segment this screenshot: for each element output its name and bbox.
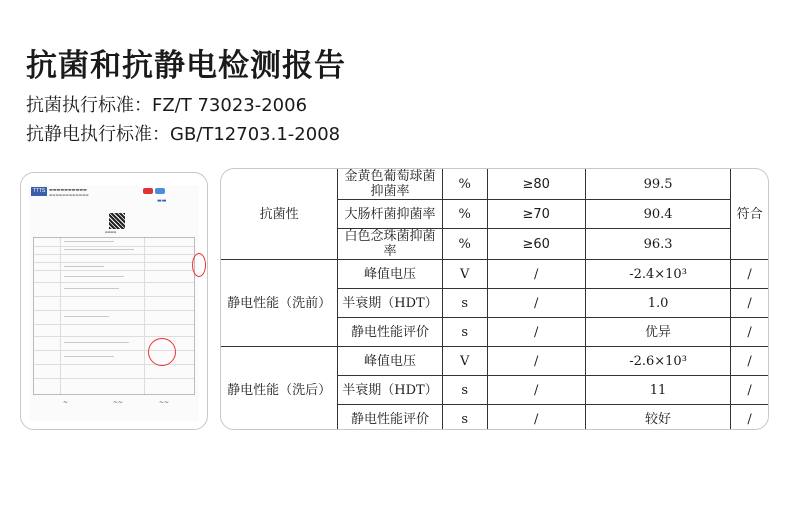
- signature-mark: ~~: [113, 399, 124, 406]
- signature-mark: ~~: [159, 399, 170, 406]
- category-cell: 静电性能（洗前）: [221, 260, 338, 347]
- requirement-cell: /: [487, 405, 585, 431]
- item-cell: 半衰期（HDT）: [338, 376, 443, 405]
- value-cell: 99.5: [585, 169, 730, 200]
- signature-mark: ~: [63, 399, 69, 406]
- requirement-cell: /: [487, 260, 585, 289]
- unit-cell: %: [442, 229, 487, 260]
- result-cell: /: [731, 260, 768, 289]
- table-row: [221, 169, 768, 200]
- accreditation-mark-icon: [143, 188, 153, 194]
- report-title-mark: ▬▬: [157, 198, 167, 204]
- unit-cell: V: [442, 260, 487, 289]
- item-cell: 静电性能评价: [338, 405, 443, 431]
- report-form-grid: [33, 237, 195, 395]
- report-page-image: [29, 185, 199, 421]
- qr-caption-mark: ▬▬▬▬: [105, 230, 117, 234]
- item-cell: 静电性能评价: [338, 318, 443, 347]
- red-seal-stamp: [148, 338, 176, 366]
- item-cell: 峰值电压: [338, 347, 443, 376]
- unit-cell: s: [442, 318, 487, 347]
- unit-cell: %: [442, 169, 487, 200]
- side-seal-stamp: [192, 253, 206, 277]
- unit-cell: s: [442, 405, 487, 431]
- requirement-cell: /: [487, 289, 585, 318]
- antistatic-standard: 抗静电执行标准：GB/T12703.1-2008: [26, 124, 341, 145]
- value-cell: 96.3: [585, 229, 730, 260]
- result-cell: 符合: [731, 169, 768, 260]
- result-cell: /: [731, 347, 768, 376]
- report-header-subline: ▬▬▬▬▬▬▬▬▬▬▬▬: [49, 193, 89, 197]
- test-results-table-card: [220, 168, 769, 430]
- requirement-cell: /: [487, 318, 585, 347]
- value-cell: 11: [585, 376, 730, 405]
- table-row: [221, 347, 768, 376]
- table-row: [221, 260, 768, 289]
- page-title: 抗菌和抗静电检测报告: [26, 48, 346, 84]
- result-cell: /: [731, 376, 768, 405]
- requirement-cell: /: [487, 347, 585, 376]
- item-cell: 大肠杆菌抑菌率: [338, 200, 443, 229]
- test-results-table: [221, 169, 768, 430]
- requirement-cell: ≥80: [487, 169, 585, 200]
- category-cell: 静电性能（洗后）: [221, 347, 338, 431]
- value-cell: 1.0: [585, 289, 730, 318]
- result-cell: /: [731, 318, 768, 347]
- certification-mark-icon: [155, 188, 165, 194]
- report-header-line: ▬▬▬▬▬▬▬▬▬▬: [49, 187, 87, 192]
- unit-cell: V: [442, 347, 487, 376]
- item-cell: 半衰期（HDT）: [338, 289, 443, 318]
- requirement-cell: ≥60: [487, 229, 585, 260]
- unit-cell: %: [442, 200, 487, 229]
- unit-cell: s: [442, 376, 487, 405]
- value-cell: -2.4×10³: [585, 260, 730, 289]
- result-cell: /: [731, 405, 768, 431]
- item-cell: 金黄色葡萄球菌抑菌率: [338, 169, 443, 200]
- value-cell: 90.4: [585, 200, 730, 229]
- requirement-cell: /: [487, 376, 585, 405]
- result-cell: /: [731, 289, 768, 318]
- requirement-cell: ≥70: [487, 200, 585, 229]
- report-logo: TTTS: [32, 188, 46, 194]
- unit-cell: s: [442, 289, 487, 318]
- value-cell: 优异: [585, 318, 730, 347]
- qr-code-icon: [109, 213, 125, 229]
- value-cell: 较好: [585, 405, 730, 431]
- category-cell: 抗菌性: [221, 169, 338, 260]
- item-cell: 白色念珠菌抑菌率: [338, 229, 443, 260]
- item-cell: 峰值电压: [338, 260, 443, 289]
- test-report-thumbnail[interactable]: [20, 172, 208, 430]
- value-cell: -2.6×10³: [585, 347, 730, 376]
- antibacterial-standard: 抗菌执行标准：FZ/T 73023-2006: [26, 95, 308, 116]
